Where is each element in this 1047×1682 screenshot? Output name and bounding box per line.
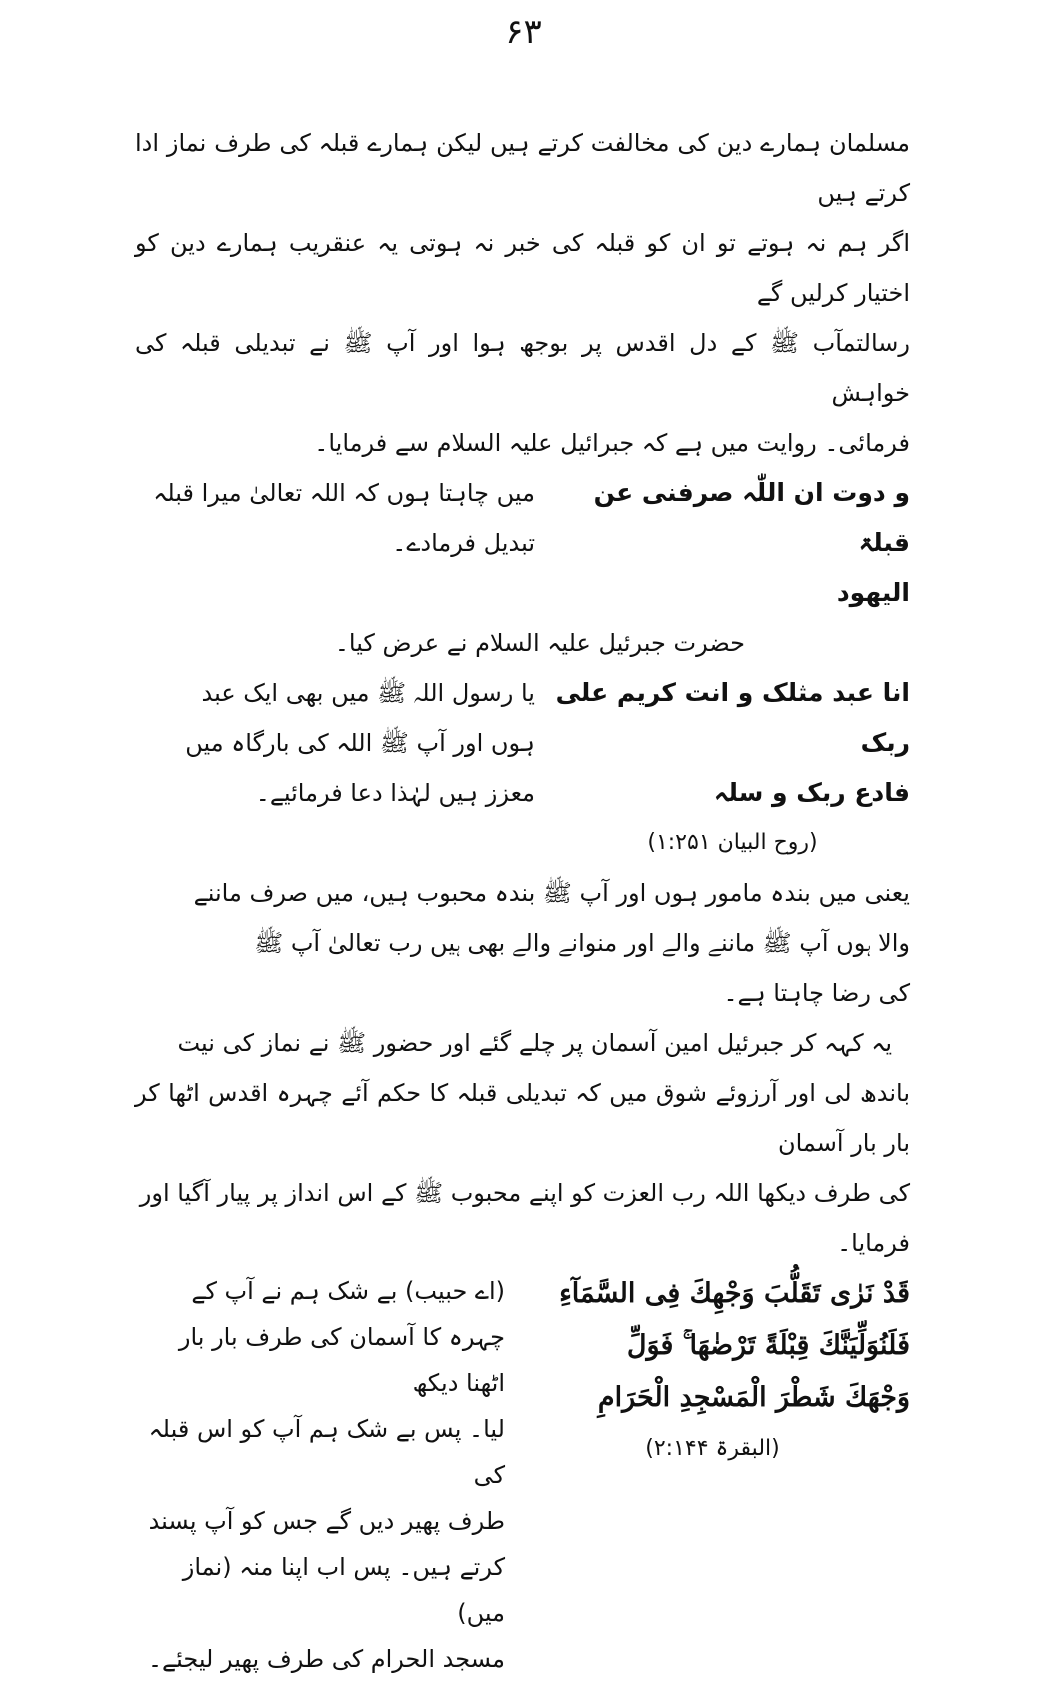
quran-line: فَلَنُوَلِّيَنَّكَ قِبْلَةً تَرْضٰهَا ۚ فَوَلِّ [626, 1330, 910, 1361]
intro-paragraph [135, 118, 910, 468]
text-line: یعنی میں بندہ مامور ہوں اور آپ ﷺ بندہ محبوب ہیں، میں صرف ماننے [193, 879, 910, 907]
translation-line: معزز ہیں لہٰذا دعا فرمائیے۔ [255, 779, 535, 807]
jibril-block [135, 668, 910, 868]
dua-translation [135, 468, 535, 618]
meaning-paragraph [135, 868, 910, 1018]
translation-line: تبدیل فرمادے۔ [392, 529, 535, 557]
text-line: کی رضا چاہتا ہے۔ [723, 979, 910, 1007]
arabic-line: فادع ربک و سلہ [713, 778, 910, 807]
quran-line: قَدْ نَرٰى تَقَلُّبَ وَجْهِكَ فِى السَّمَآءِ [559, 1278, 910, 1309]
quran-block [135, 1268, 910, 1682]
text-line: فرمائی۔ روایت میں ہے کہ جبرائیل علیہ السلام سے فرمایا۔ [314, 429, 910, 457]
text-line: مسلمان ہمارے دین کی مخالفت کرتے ہیں لیکن ہمارے قبلہ کی طرف نماز ادا کرتے ہیں [135, 129, 910, 207]
text-line: یہ کہہ کر جبرئیل امین آسمان پر چلے گئے اور حضور ﷺ نے نماز کی نیت [177, 1029, 892, 1057]
translation-line: طرف پھیر دیں گے جس کو آپ پسند [148, 1507, 505, 1535]
dua-block [135, 468, 910, 618]
quran-line: وَجْهَكَ شَطْرَ الْمَسْجِدِ الْحَرَامِ [597, 1382, 910, 1413]
quran-translation [135, 1268, 505, 1682]
quran-reference: (البقرۃ ۲:۱۴۴) [645, 1436, 780, 1461]
translation-line: (اے حبیب) بے شک ہم نے آپ کے [191, 1277, 505, 1305]
translation-line: یا رسول اللہ ﷺ میں بھی ایک عبد [201, 679, 535, 707]
text-line: فرمایا۔ [837, 1229, 910, 1257]
quran-arabic [555, 1268, 910, 1682]
translation-line: میں چاہتا ہوں کہ اللہ تعالیٰ میرا قبلہ [153, 479, 535, 507]
text-line: رسالتمآب ﷺ کے دل اقدس پر بوجھ ہوا اور آپ ﷺ نے تبدیلی قبلہ کی خواہش [135, 329, 910, 407]
text-line: اگر ہم نہ ہوتے تو ان کو قبلہ کی خبر نہ ہوتی یہ عنقریب ہمارے دین کو اختیار کرلیں گے [135, 229, 910, 307]
translation-line: چہرہ کا آسمان کی طرف بار بار اٹھنا دیکھ [178, 1323, 505, 1397]
jibril-arabic [555, 668, 910, 868]
translation-line: لیا۔ پس بے شک ہم آپ کو اس قبلہ کی [148, 1415, 505, 1489]
jibril-translation [135, 668, 535, 868]
translation-line: ہوں اور آپ ﷺ اللہ کی بارگاہ میں [185, 729, 535, 757]
translation-line: کرتے ہیں۔ پس اب اپنا منہ (نماز میں) [182, 1553, 505, 1627]
page-number: ۶۳ [505, 12, 542, 52]
reference: (روح البیان ۱:۲۵۱) [647, 830, 818, 855]
prayer-paragraph [135, 1018, 910, 1268]
text-line: والا ہوں آپ ﷺ ماننے والے اور منوانے والے بھی ہیں رب تعالیٰ آپ ﷺ [254, 929, 910, 957]
page-content [135, 118, 910, 1682]
arabic-line: و دوت ان اللّٰہ صرفنی عن قبلۃ [593, 478, 910, 557]
dua-arabic [555, 468, 910, 618]
translation-line: مسجد الحرام کی طرف پھیر لیجئے۔ [147, 1645, 505, 1673]
text-line: باندھ لی اور آرزوئے شوق میں کہ تبدیلی قبلہ کا حکم آئے چہرہ اقدس اٹھا کر بار بار آسمان [135, 1079, 910, 1157]
arabic-line: الیھود [836, 578, 910, 607]
text-line: کی طرف دیکھا اللہ رب العزت کو اپنے محبوب ﷺ کے اس انداز پر پیار آگیا اور [139, 1179, 910, 1207]
jibril-intro: حضرت جبرئیل علیہ السلام نے عرض کیا۔ [334, 629, 745, 657]
arabic-line: انا عبد مثلک و انت کریم علی ربک [555, 678, 910, 757]
